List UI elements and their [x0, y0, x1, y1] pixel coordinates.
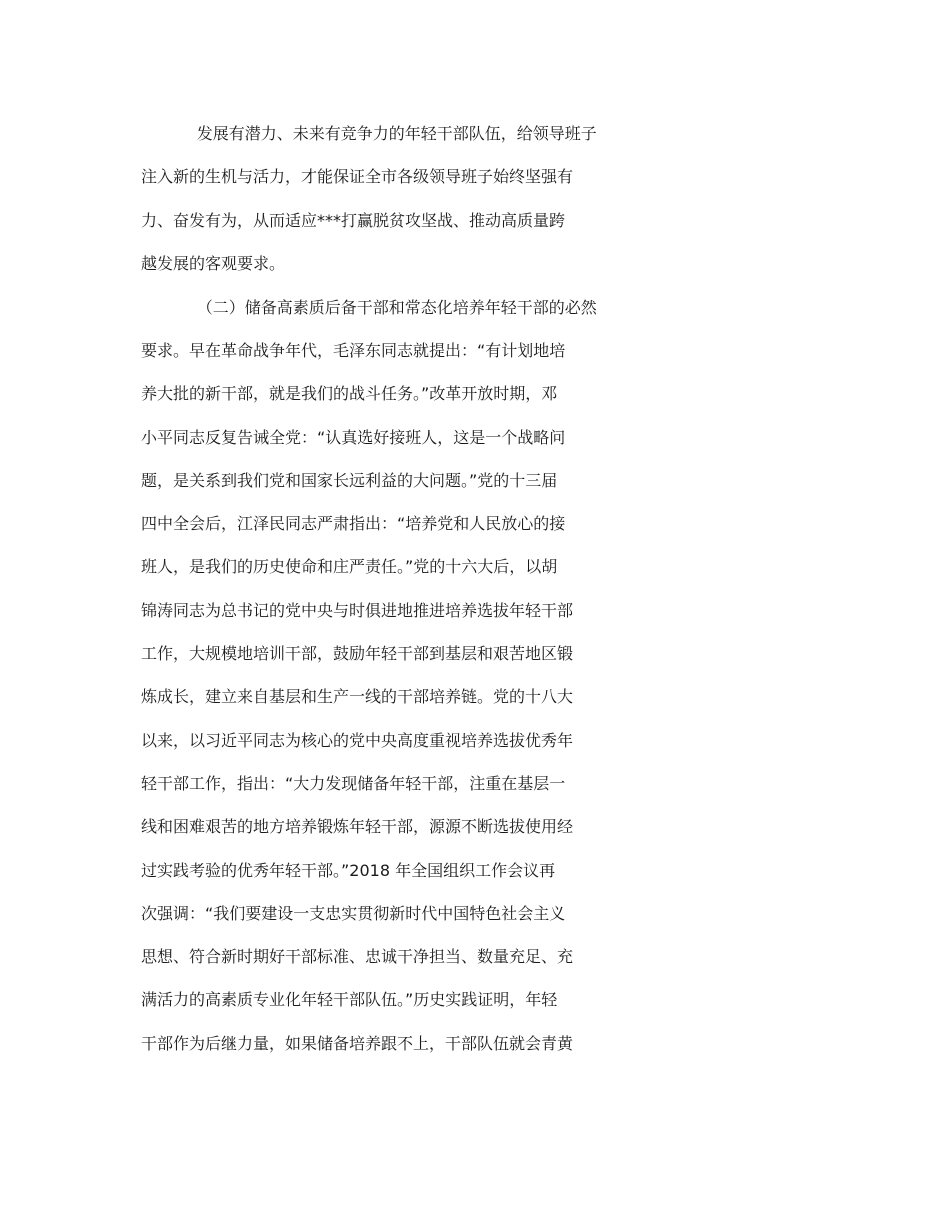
text-line: 干部作为后继力量，如果储备培养跟不上，干部队伍就会青黄 [141, 1033, 574, 1053]
text-line: 次强调：“我们要建设一支忠实贯彻新时代中国特色社会主义 [141, 903, 566, 923]
text-line: 以来，以习近平同志为核心的党中央高度重视培养选拔优秀年 [141, 730, 574, 750]
paragraph-2 [141, 295, 813, 1074]
text-line: 注入新的生机与活力，才能保证全市各级领导班子始终坚强有 [141, 167, 574, 187]
document-page [141, 121, 813, 1074]
text-line: 轻干部工作，指出：“大力发现储备年轻干部，注重在基层一 [141, 773, 566, 793]
text-line: 满活力的高素质专业化年轻干部队伍。”历史实践证明，年轻 [141, 990, 558, 1010]
text-line: 工作，大规模地培训干部，鼓励年轻干部到基层和艰苦地区锻 [141, 644, 574, 664]
text-line: 发展有潜力、未来有竞争力的年轻干部队伍，给领导班子 [196, 124, 597, 143]
text-line: 题，是关系到我们党和国家长远利益的大问题。”党的十三届 [141, 470, 558, 490]
text-line: 班人，是我们的历史使命和庄严责任。”党的十六大后，以胡 [141, 557, 558, 577]
text-line: 炼成长，建立来自基层和生产一线的干部培养链。党的十八大 [141, 687, 574, 707]
text-line: 锦涛同志为总书记的党中央与时俱进地推进培养选拔年轻干部 [141, 600, 574, 620]
paragraph-1 [141, 121, 813, 294]
text-line: 养大批的新干部，就是我们的战斗任务。”改革开放时期，邓 [141, 384, 558, 404]
text-line: 过实践考验的优秀年轻干部。”2018 年全国组织工作会议再 [141, 860, 556, 880]
section-heading-line: （二）储备高素质后备干部和常态化培养年轻干部的必然 [196, 297, 597, 317]
text-line: 要求。早在革命战争年代，毛泽东同志就提出：“有计划地培 [141, 340, 566, 360]
text-line: 线和困难艰苦的地方培养锻炼年轻干部，源源不断选拔使用经 [141, 817, 574, 837]
text-line: 小平同志反复告诫全党：“认真选好接班人，这是一个战略问 [141, 427, 566, 447]
text-line: 越发展的客观要求。 [141, 253, 286, 273]
text-line: 力、奋发有为，从而适应***打赢脱贫攻坚战、推动高质量跨 [141, 210, 566, 230]
text-line: 思想、符合新时期好干部标准、忠诚干净担当、数量充足、充 [141, 947, 574, 967]
text-line: 四中全会后，江泽民同志严肃指出：“培养党和人民放心的接 [141, 514, 566, 534]
